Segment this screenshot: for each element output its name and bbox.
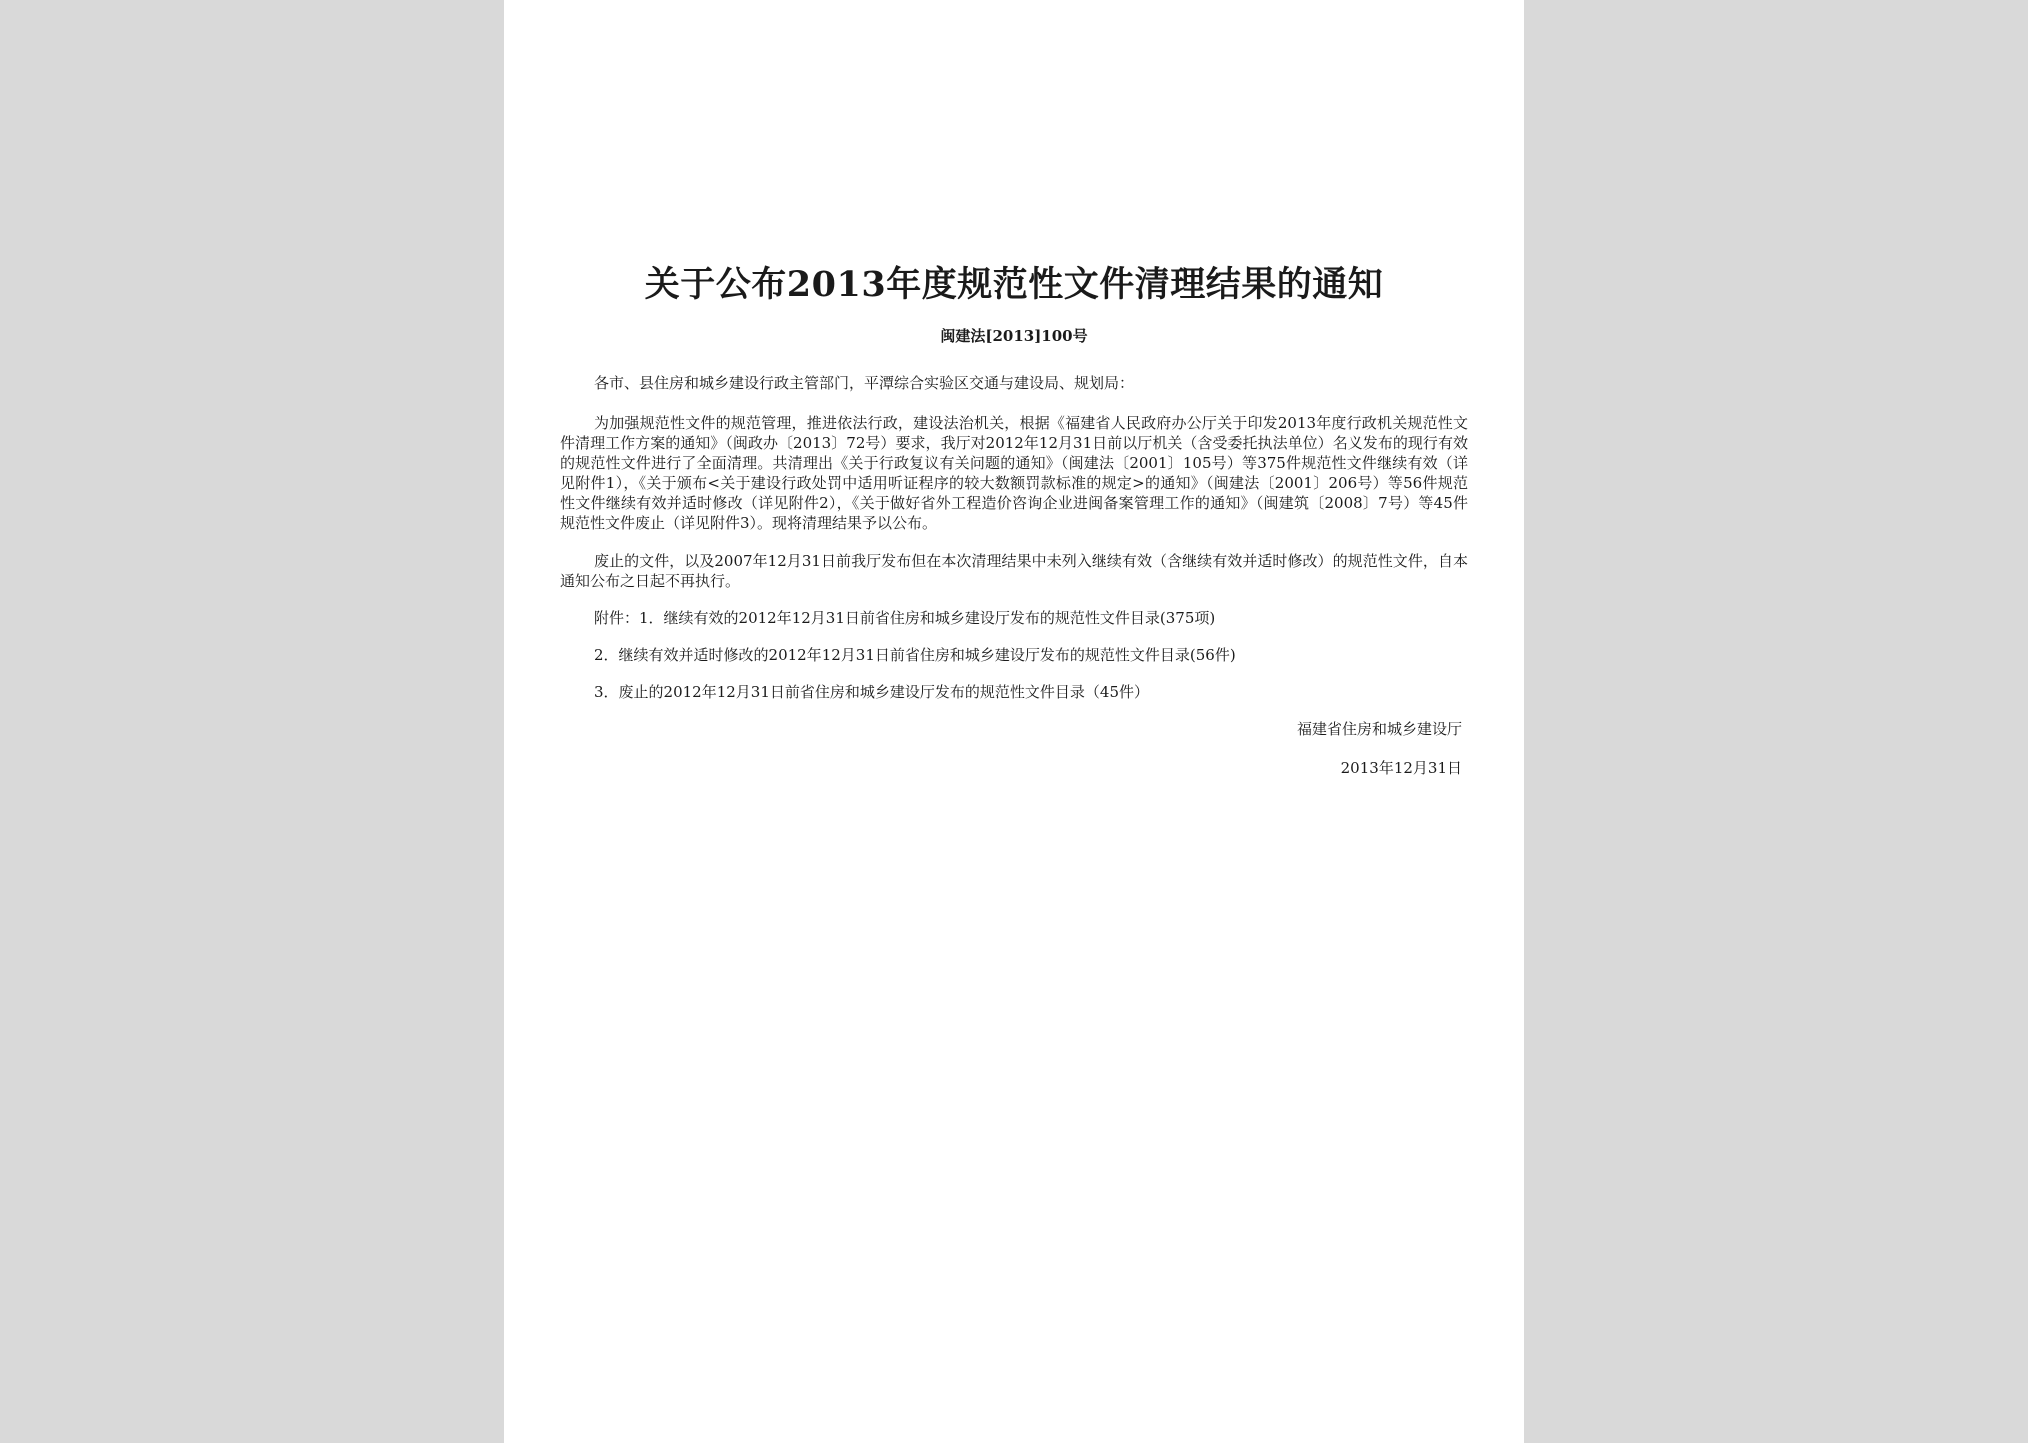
issue-date: 2013年12月31日 <box>1340 759 1462 777</box>
issuer-signature: 福建省住房和城乡建设厅 <box>1296 720 1462 738</box>
document-content <box>560 262 1468 778</box>
attachment-item-2: 2．继续有效并适时修改的2012年12月31日前省住房和城乡建设厅发布的规范性文件目录(56件) <box>594 646 1236 664</box>
attachment-item-1: 附件：1．继续有效的2012年12月31日前省住房和城乡建设厅发布的规范性文件目录(375项) <box>594 609 1216 627</box>
addressee-line: 各市、县住房和城乡建设行政主管部门，平潭综合实验区交通与建设局、规划局： <box>594 374 1135 392</box>
attachment-item-3: 3．废止的2012年12月31日前省住房和城乡建设厅发布的规范性文件目录（45件） <box>594 683 1149 701</box>
body-paragraph-2: 废止的文件，以及2007年12月31日前我厅发布但在本次清理结果中未列入继续有效（含继续有效并适时修改）的规范性文件，自本通知公布之日起不再执行。 <box>560 552 1468 590</box>
document-number: 闽建法[2013]100号 <box>940 327 1088 345</box>
body-paragraph-1: 为加强规范性文件的规范管理，推进依法行政，建设法治机关，根据《福建省人民政府办公厅关于印发2013年度行政机关规范性文件清理工作方案的通知》（闽政办〔2013〕72号）要求，我厅对2012年12月31日前以厅机关（含受委托执法单位）名义发布的现行有效的规范性文件进行了全面清理。共清理出《关于行政复议有关问题的通知》（闽建法〔2001〕105号）等375件规范性文件继续有效（详见附件1），《关于颁布<关于建设行政处罚中适用听证程序的较大数额罚款标准的规定>的通知》（闽建法〔2001〕206号）等56件规范性文件继续有效并适时修改（详见附件2），《关于做好省外工程造价咨询企业进闽备案管理工作的通知》（闽建筑〔2008〕7号）等45件规范性文件废止（详见附件3）。现将清理结果予以公布。 <box>560 414 1468 532</box>
document-page <box>504 0 1524 1443</box>
document-title: 关于公布2013年度规范性文件清理结果的通知 <box>644 264 1384 305</box>
